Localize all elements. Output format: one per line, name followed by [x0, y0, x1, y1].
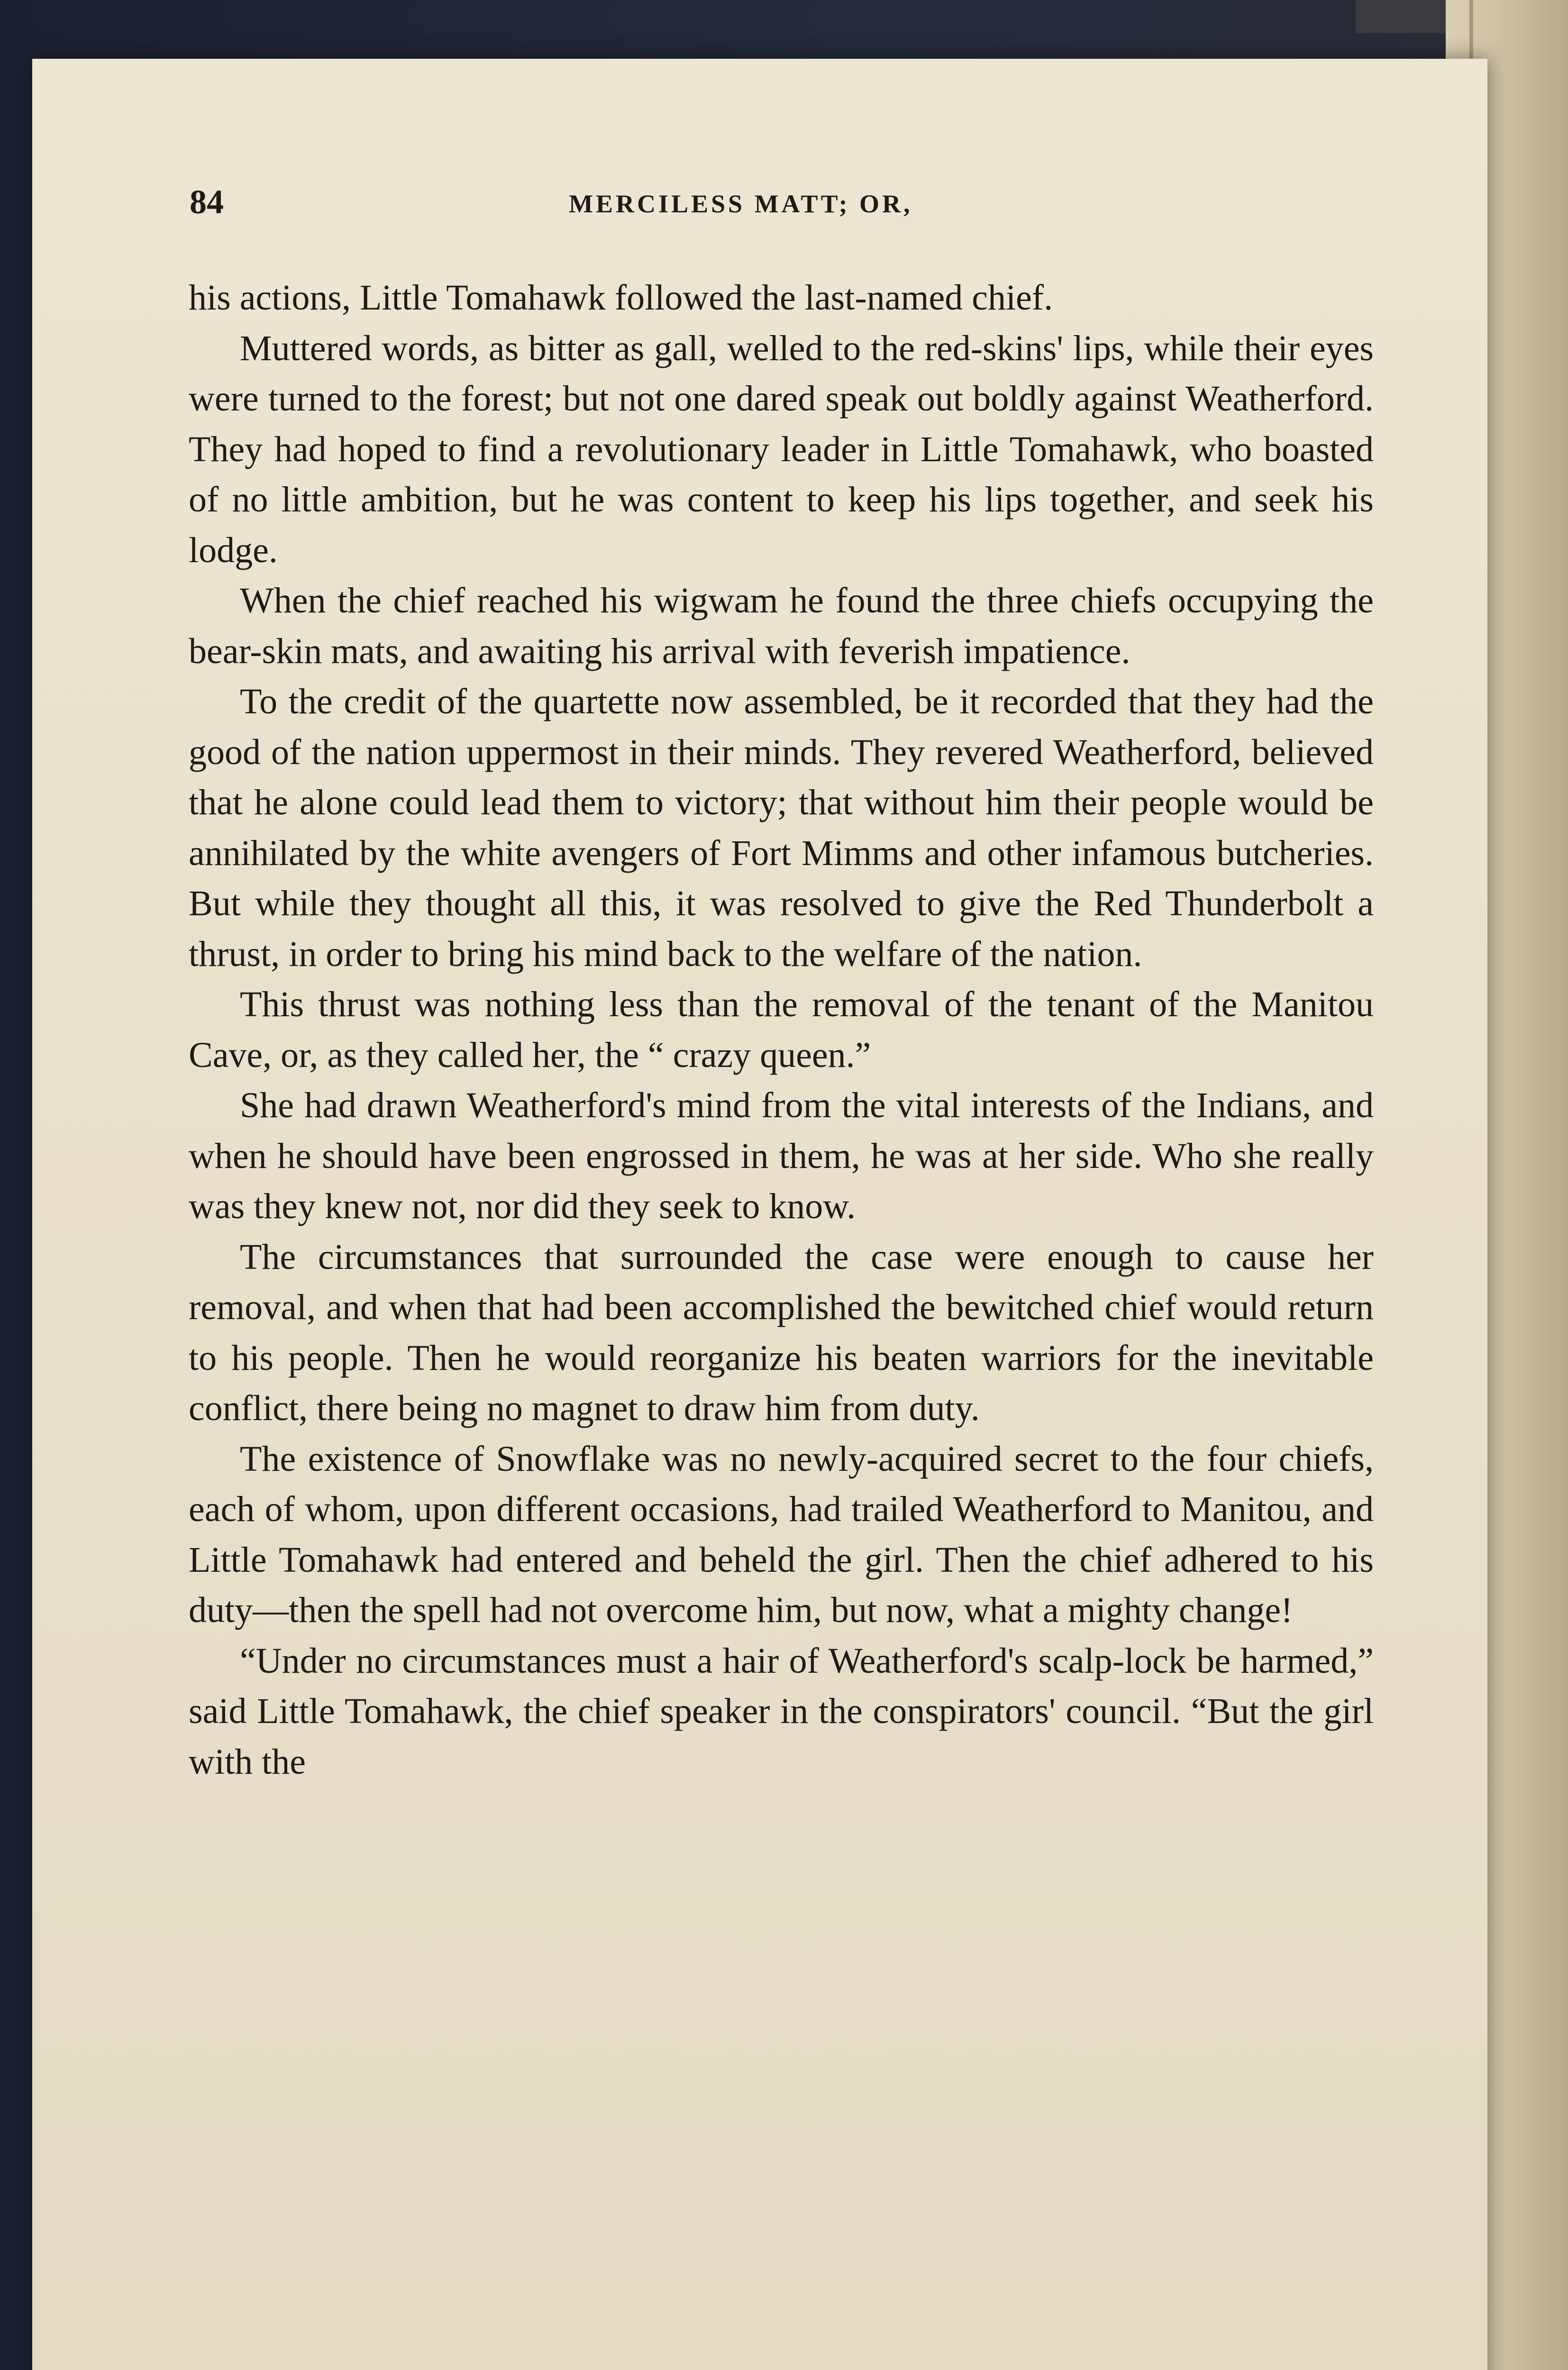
running-head: MERCILESS MATT; OR,	[569, 190, 913, 218]
page-header	[190, 182, 1375, 230]
paragraph: When the chief reached his wigwam he found the three chiefs occupying the bear-skin mats, and awaiting his arrival with feverish impatience.	[189, 581, 1374, 671]
paragraph: Muttered words, as bitter as gall, welled to the red-skins' lips, while their eyes were turned to the forest; but not one dared speak out boldly against Weatherford. They had hoped to find a revolutionary leader in Little Tomahawk, who boasted of no little ambition, but he was content to keep his lips together, and seek his lodge.	[189, 328, 1374, 570]
paragraph: “Under no circumstances must a hair of Weatherford's scalp-lock be harmed,” said Little Tomahawk, the chief speaker in the conspirators' council. “But the girl with the	[189, 1641, 1374, 1782]
paragraph: his actions, Little Tomahawk followed the last-named chief.	[189, 278, 1053, 318]
paragraph: This thrust was nothing less than the removal of the tenant of the Manitou Cave, or, as they called her, the “ crazy queen.”	[189, 984, 1374, 1075]
paragraph: To the credit of the quartette now assembled, be it recorded that they had the good of the nation uppermost in their minds. They revered Weatherford, believed that he alone could lead them to victory; that without him their people would be annihilated by the white avengers of Fort Mimms and other infamous butcheries. But while they thought all this, it was resolved to give the Red Thunderbolt a thrust, in order to bring his mind back to the welfare of the nation.	[189, 682, 1374, 974]
paragraph: The existence of Snowflake was no newly-acquired secret to the four chiefs, each of whom, upon different occasions, had trailed Weatherford to Manitou, and Little Tomahawk had entered and beheld the girl. Then the chief adhered to his duty—then the spell had not overcome him, but now, what a mighty change!	[189, 1439, 1374, 1630]
paragraph: The circumstances that surrounded the case were enough to cause her removal, and when that had been accomplished the bewitched chief would return to his people. Then he would reorganize his beaten warriors for the inevitable conflict, there being no magnet to draw him from duty.	[189, 1237, 1374, 1428]
body-text	[189, 273, 1374, 1787]
page-number: 84	[190, 183, 224, 221]
paragraph: She had drawn Weatherford's mind from the vital interests of the Indians, and when he should have been engrossed in them, he was at her side. Who she really was they knew not, nor did they seek to know.	[189, 1085, 1374, 1226]
